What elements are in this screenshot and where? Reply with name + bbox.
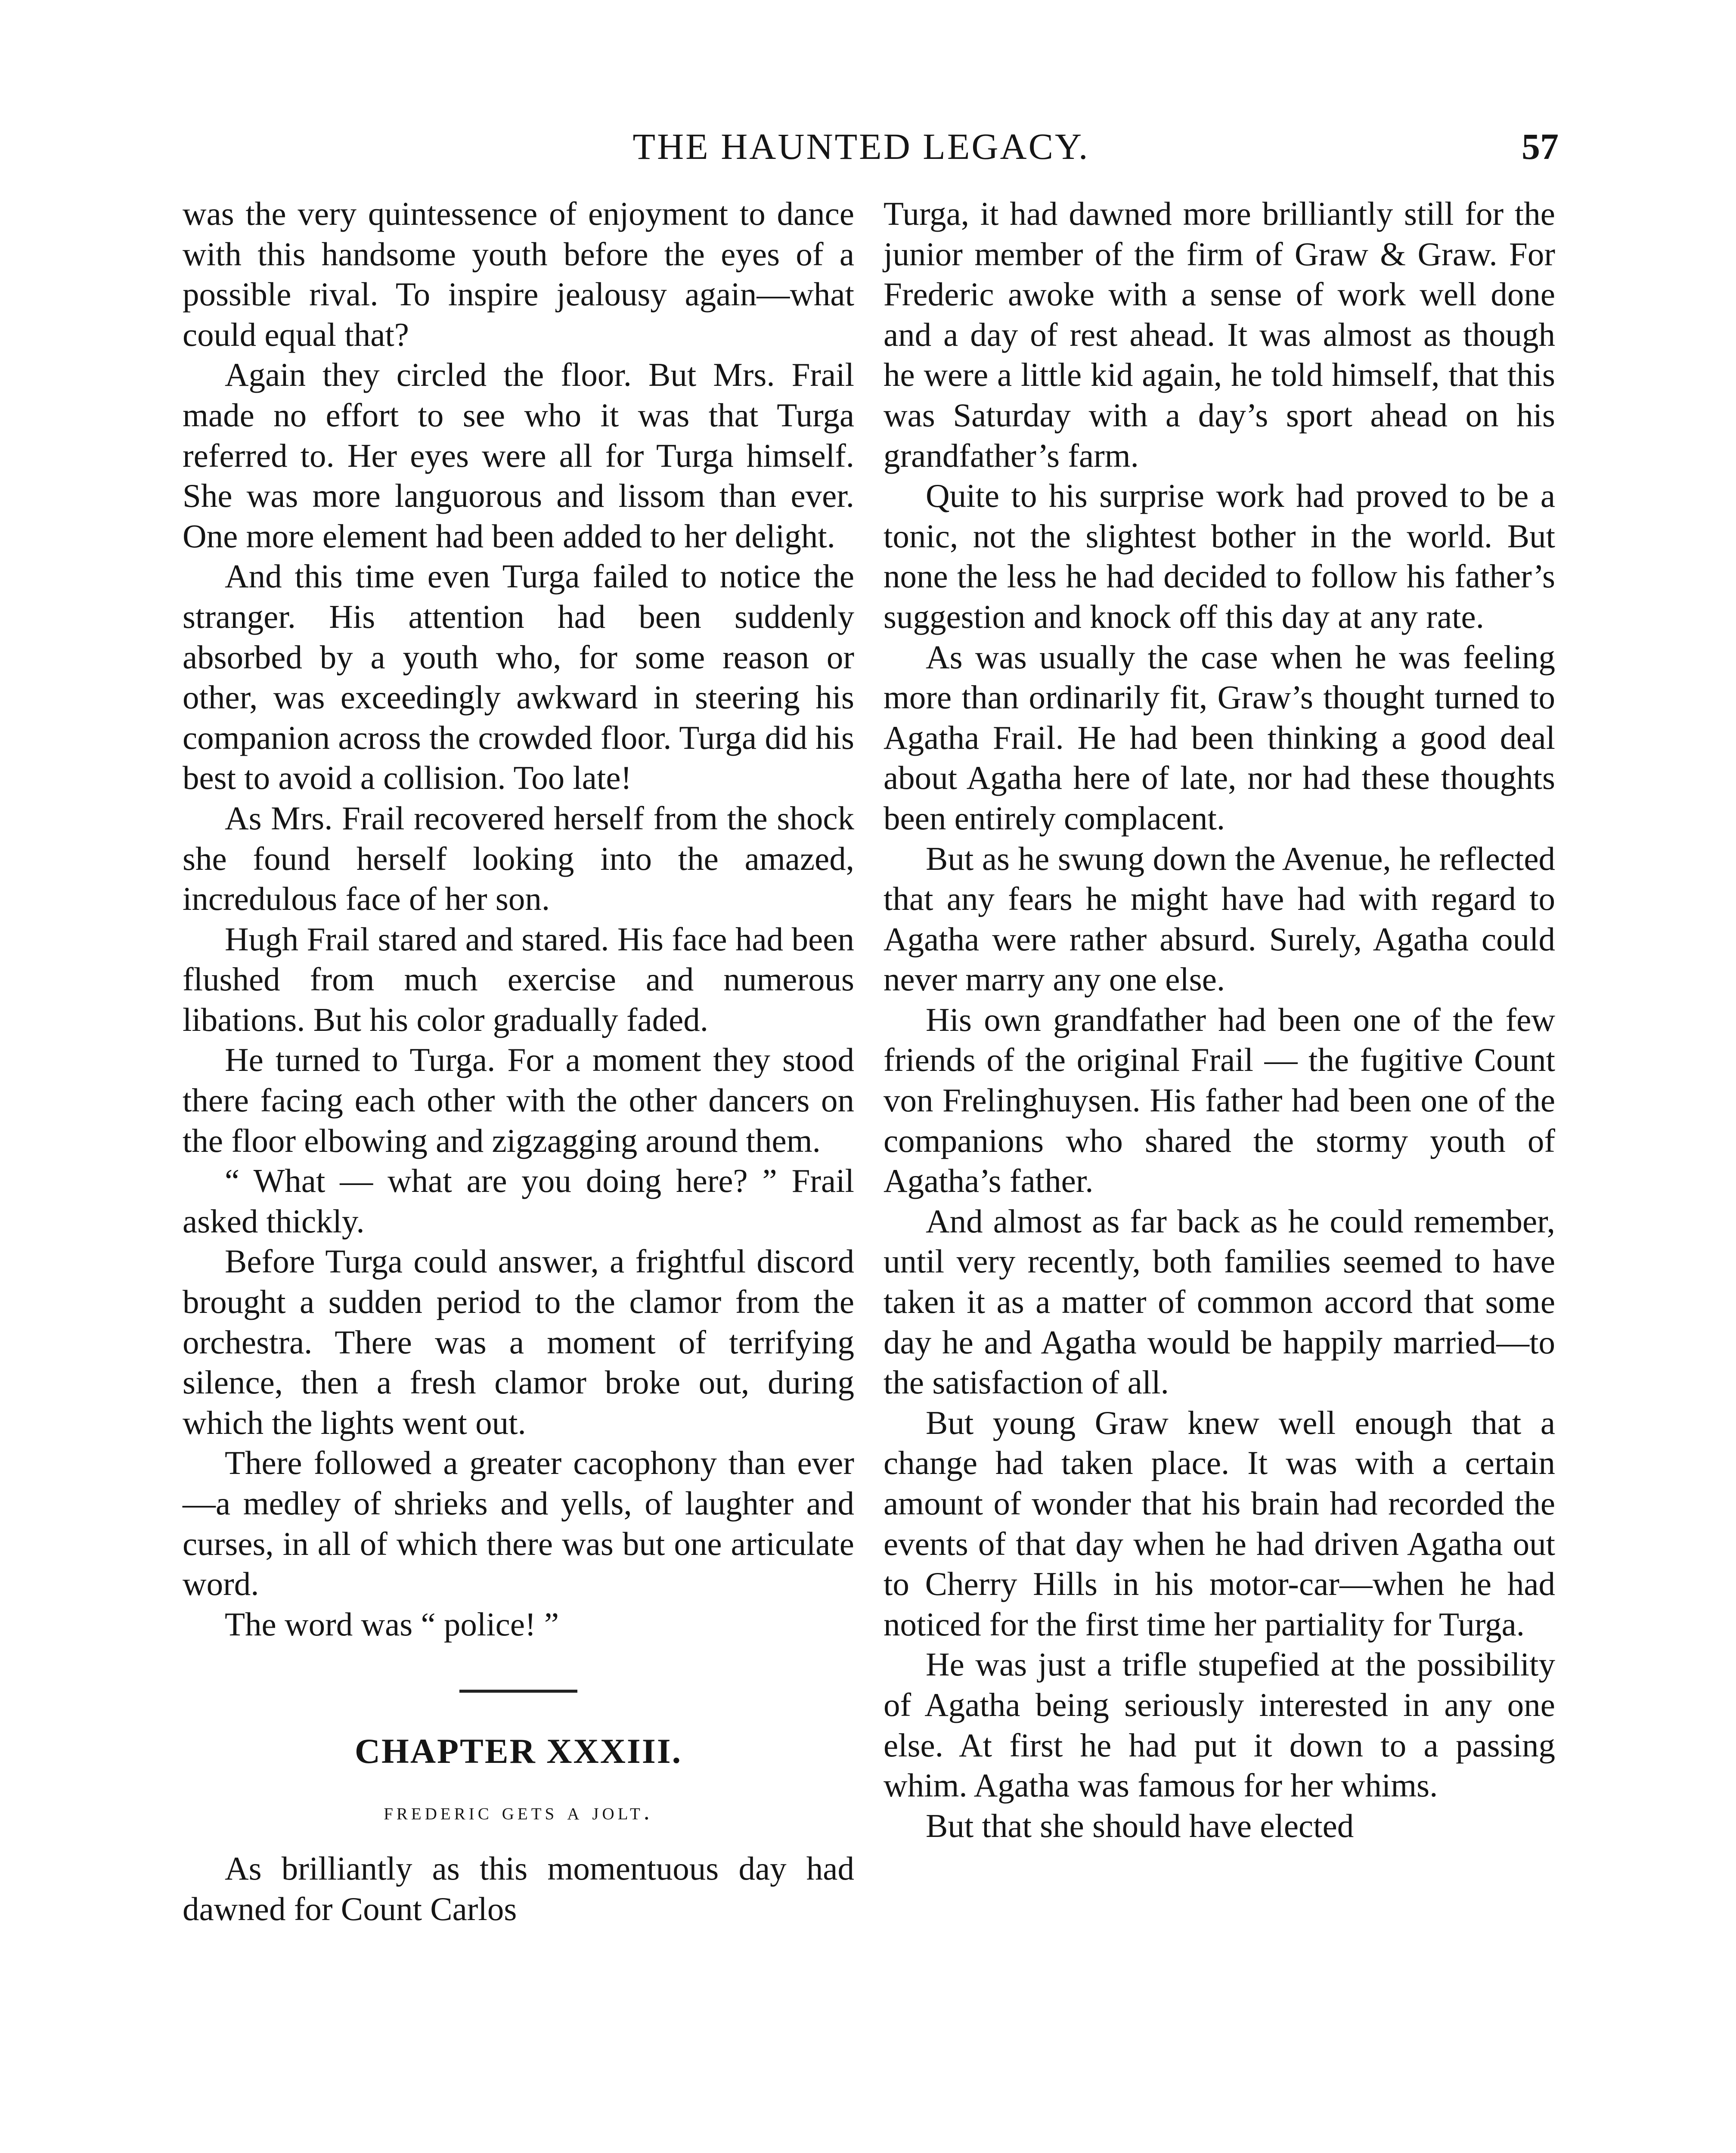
paragraph: Before Turga could answer, a frightful discord brought a sudden period to the clamor from the orchestra. There was a moment of terrifying silence, then a fresh clamor broke out, during which the lights went out. <box>183 1243 854 1441</box>
paragraph: As Mrs. Frail recovered herself from the shock she found herself looking into the amazed, incredulous face of her son. <box>183 799 854 918</box>
paragraph: Quite to his surprise work had proved to be a tonic, not the slightest bother in the world. But none the less he had decided to follow his father’s suggestion and knock off this day at any rate. <box>884 477 1555 635</box>
paragraph: Hugh Frail stared and stared. His face had been flushed from much exercise and numerous libations. But his color gradually faded. <box>183 920 854 1038</box>
paragraph: His own grandfather had been one of the few friends of the original Frail — the fugitive Count von Frelinghuysen. His father had been one of the companions who shared the stormy youth of Agatha’s father. <box>884 1001 1555 1200</box>
paragraph: But that she should have elected <box>926 1807 1354 1844</box>
paragraph: “ What — what are you doing here? ” Frail asked thickly. <box>183 1162 854 1240</box>
paragraph: And this time even Turga failed to notice the stranger. His attention had been suddenly absorbed by a youth who, for some reason or other, was exceedingly awkward in steering his companion across the crowded floor. Turga did his best to avoid a collision. Too late! <box>183 558 854 797</box>
paragraph: As was usually the case when he was feeling more than ordinarily fit, Graw’s thought turned to Agatha Frail. He had been thinking a good deal about Agatha here of late, nor had these thoughts been entirely complacent. <box>884 638 1555 837</box>
paragraph: And almost as far back as he could remember, until very recently, both families seemed to have taken it as a matter of common accord that some day he and Agatha would be happily married—to the satisfaction of all. <box>884 1202 1555 1401</box>
paragraph: Turga, it had dawned more brilliantly still for the junior member of the firm of Graw & Graw. For Frederic awoke with a sense of work well done and a day of rest ahead. It was almost as though he were a little kid again, he told himself, that this was Saturday with a day’s sport ahead on his grandfather’s farm. <box>884 195 1555 474</box>
chapter-heading: CHAPTER XXXIII. <box>354 1731 682 1771</box>
paragraph: was the very quintessence of enjoyment to dance with this handsome youth before the eyes of a possible rival. To inspire jealousy again—what could equal that? <box>183 195 854 353</box>
paragraph: But young Graw knew well enough that a change had taken place. It was with a certain amount of wonder that his brain had recorded the events of that day when he had driven Agatha out to Cherry Hills in his motor-car—when he had noticed for the first time her partiality for Turga. <box>884 1404 1555 1643</box>
paragraph: He was just a trifle stupefied at the possibility of Agatha being seriously interested in any one else. At first he had put it down to a passing whim. Agatha was famous for her whims. <box>884 1646 1555 1804</box>
section-divider <box>459 1690 577 1693</box>
paragraph: He turned to Turga. For a moment they stood there facing each other with the other dancers on the floor elbowing and zigzagging around them. <box>183 1041 854 1159</box>
paragraph: As brilliantly as this momentuous day had dawned for Count Carlos <box>183 1850 854 1927</box>
paragraph: Again they circled the floor. But Mrs. Frail made no effort to see who it was that Turga referred to. Her eyes were all for Turga himself. She was more languorous and lissom than ever. One more element had been added to her delight. <box>183 356 854 555</box>
page-number: 57 <box>1522 126 1559 167</box>
chapter-subtitle: frederic gets a jolt. <box>384 1798 653 1825</box>
left-column <box>183 194 854 1930</box>
paragraph: The word was “ police! ” <box>225 1605 559 1643</box>
paragraph: But as he swung down the Avenue, he reflected that any fears he might have had with regard to Agatha were rather absurd. Surely, Agatha could never marry any one else. <box>884 840 1555 998</box>
running-title: THE HAUNTED LEGACY. <box>632 126 1090 167</box>
running-head <box>172 123 1559 179</box>
paragraph: There followed a greater cacophony than ever—a medley of shrieks and yells, of laughter and curses, in all of which there was but one articulate word. <box>183 1444 854 1603</box>
right-column <box>884 194 1555 1846</box>
